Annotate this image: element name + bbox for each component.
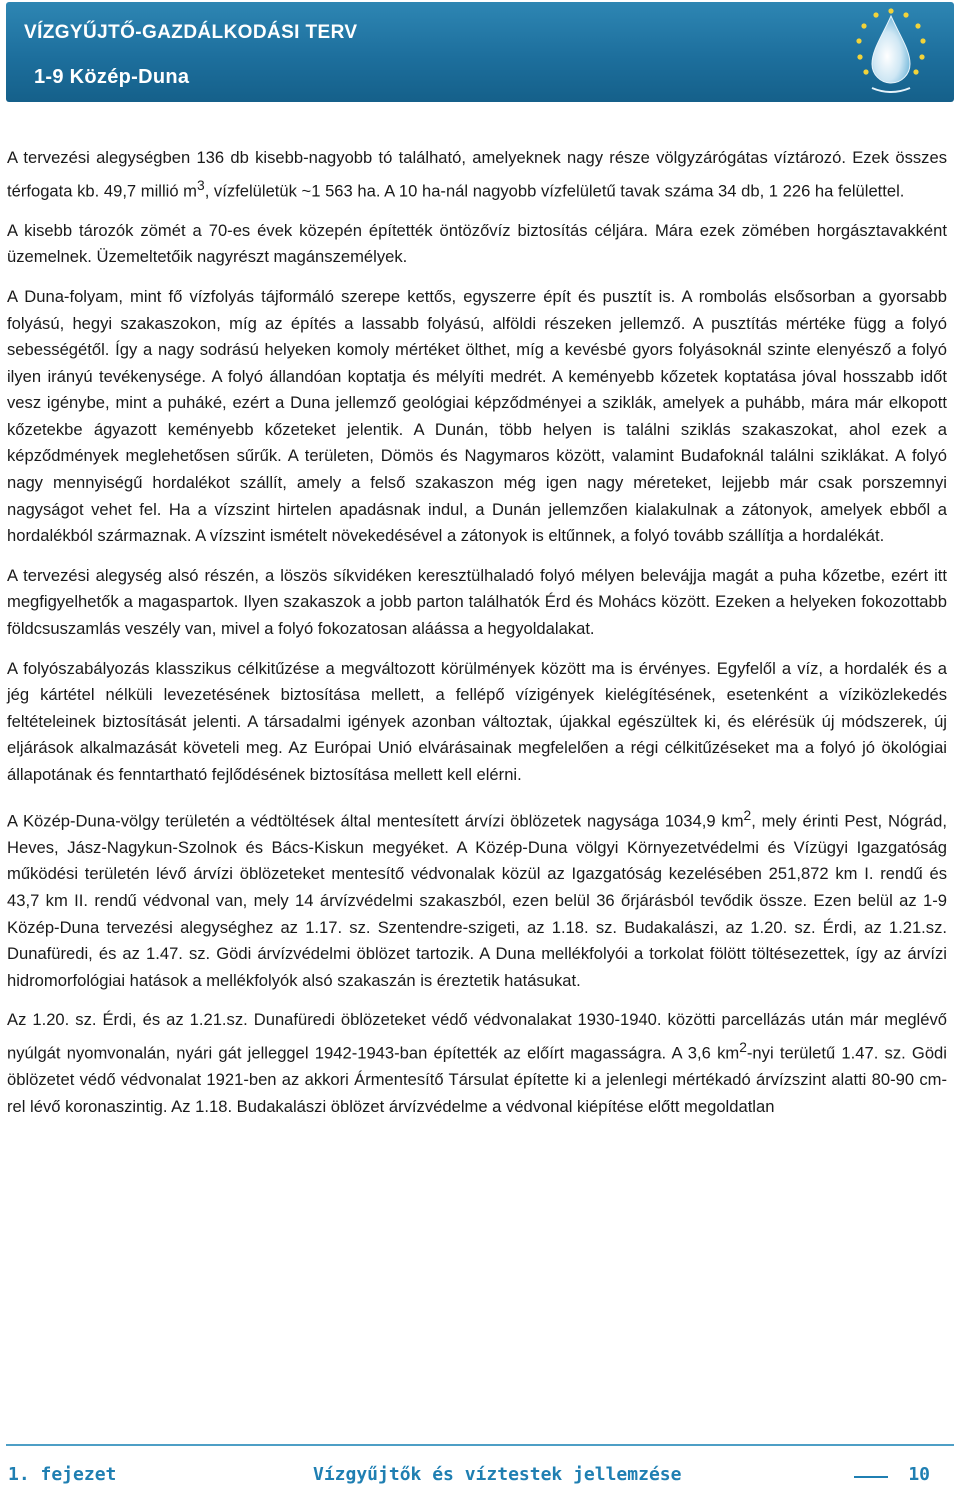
footer-chapter-title: Vízgyűjtők és víztestek jellemzése [313, 1464, 682, 1485]
page-footer [8, 1464, 948, 1490]
paragraph: A Közép-Duna-völgy területén a védtöltések által mentesített árvízi öblözetek nagysága 1034,9 $km^2$, mely érinti Pest, Nógrád, Heves, Jász-Nagykun-Szolnok és Bács-Kiskun megyéket. A Közép-Duna völgyi Környezetvédelmi és Vízügyi Igazgatóság működési területén lévő árvízi öblözeteket mentesítő védvonalak közül az Igazgatóság kezelésében 251,872 km I. rendű és 43,7 km II. rendű védvonal van, mely 14 árvízvédelmi szakaszból, ezen belül 36 őrjárásból tevődik össze. Ezen belül az 1-9 Közép-Duna tervezési alegységhez az 1.17. sz. Szentendre-szigeti, az 1.18. sz. Budakalászi, az 1.20. sz. Érdi, az 1.21.sz. Dunafüredi, és az 1.47. sz. Gödi árvízvédelmi öblözet tartozik. A Duna mellékfolyói a torkolat fölött töltésezettek, így az árvízi hidromorfológiai hatások a mellékfolyók alsó szakaszán is éreztetik hatásukat. [7, 806, 947, 990]
paragraph: A tervezési alegység alsó részén, a löszös síkvidéken keresztülhaladó folyó mélyen belevájja magát a puha kőzetbe, ezért itt megfigyelhetők a magaspartok. Ilyen szakaszok a jobb parton találhatók Érd és Mohács között. Ezeken a helyeken fokozottabb földcsuszamlás veszély van, mivel a folyó fokozatosan aláássa a hegyoldalakat. [7, 565, 947, 639]
document-title: VÍZGYŰJTŐ-GAZDÁLKODÁSI TERV [24, 22, 358, 43]
header-banner [6, 2, 954, 102]
paragraph: Az 1.20. sz. Érdi, és az 1.21.sz. Dunafüredi öblözeteket védő védvonalakat 1930-1940. közötti parcellázás után már meglévő nyúlgát nyomvonalán, nyári gát jelleggel 1942-1943-ban építették az előírt magasságra. A 3,6 $km^2$-nyi területű 1.47. sz. Gödi öblözetet védő védvonalat 1921-ben az akkori Ármentesítő Társulat építette ki a jelenlegi mértékadó árvízszint alatti 80-90 cm-rel lévő koronaszintig. Az 1.18. Budakalászi öblözet árvízvédelme a védvonal kiépítése előtt megoldatlan [7, 1010, 947, 1116]
document-subtitle: 1-9 Közép-Duna [34, 66, 190, 88]
paragraph: A kisebb tározók zömét a 70-es évek közepén építették öntözővíz biztosítás céljára. Mára ezek zömében horgásztavakként üzemelnek. Üzemeltetőik nagyrészt magánszemélyek. [7, 220, 947, 267]
eu-water-drop-stars-logo [842, 6, 940, 100]
paragraph: A Duna-folyam, mint fő vízfolyás tájformáló szerepe kettős, egyszerre épít és pusztít is. A rombolás elsősorban a gyorsabb folyású, hegyi szakaszokon, míg az építés a lassabb folyású, alföldi részeken jellemző. A pusztítás mértéke függ a folyó sebességétől. Így a nagy sodrású helyeken komoly mértéket ölthet, míg a kevésbé gyors folyásoknál szinte elenyésző a folyó ilyen irányú tevékenysége. A folyó állandóan koptatja és mélyíti medrét. A keményebb kőzetek koptatása jóval hosszabb időt vesz igénybe, mint a puháké, ezért a Duna jellemző geológiai képződményei a sziklák, amelyek a puhább, mára már elkopott kőzetekbe ágyazott keményebb kőzeteket jelentik. A Dunán, több helyen is találni sziklás szakaszokat, ahol ezek a képződmények meglehetősen sűrűk. A területen, Dömös és Nagymaros között, valamint Budafoknál találni sziklákat. A folyó nagy mennyiségű hordalékot szállít, amely a felső szakaszon még igen nagy méreteket, lejjebb már csak porszemnyi nagyságot vehet fel. Ha a vízszint hirtelen apadásnak indul, a Dunán jellemzően kialakulnak a zátonyok, amelyek ebből a hordalékból származnak. A vízszint ismételt növekedésével a zátonyok is eltűnnek, a folyó tovább szállítja a hordalékát. [7, 286, 947, 546]
body-text [7, 145, 947, 1133]
page-number: 10 [908, 1464, 930, 1485]
paragraph: A tervezési alegységben 136 db kisebb-nagyobb tó található, amelyeknek nagy része völgyzárógátas víztározó. Ezek összes térfogata kb. 49,7 millió $m^3$, vízfelületük ~1 563 ha. A 10 ha-nál nagyobb vízfelületű tavak száma 34 db, 1 226 ha felülettel. [7, 148, 947, 201]
footer-chapter: 1. fejezet [8, 1464, 117, 1485]
footer-dash [854, 1476, 888, 1478]
footer-divider [6, 1444, 954, 1446]
paragraph: A folyószabályozás klasszikus célkitűzése a megváltozott körülmények között ma is érvényes. Egyfelől a víz, a hordalék és a jég kártétel nélküli levezetésének biztosítása mellett, a fellépő vízigények kielégítésének, esetenként a víziközlekedés feltételeinek biztosítását jelenti. A társadalmi igények azonban változtak, újakkal egészültek ki, és elérésük új módszerek, új eljárások alkalmazását követeli meg. Az Európai Unió elvárásainak megfelelően a régi célkitűzéseket ma a folyó jó ökológiai állapotának és fenntartható fejlődésének biztosítása mellett kell elérni. [7, 658, 947, 784]
